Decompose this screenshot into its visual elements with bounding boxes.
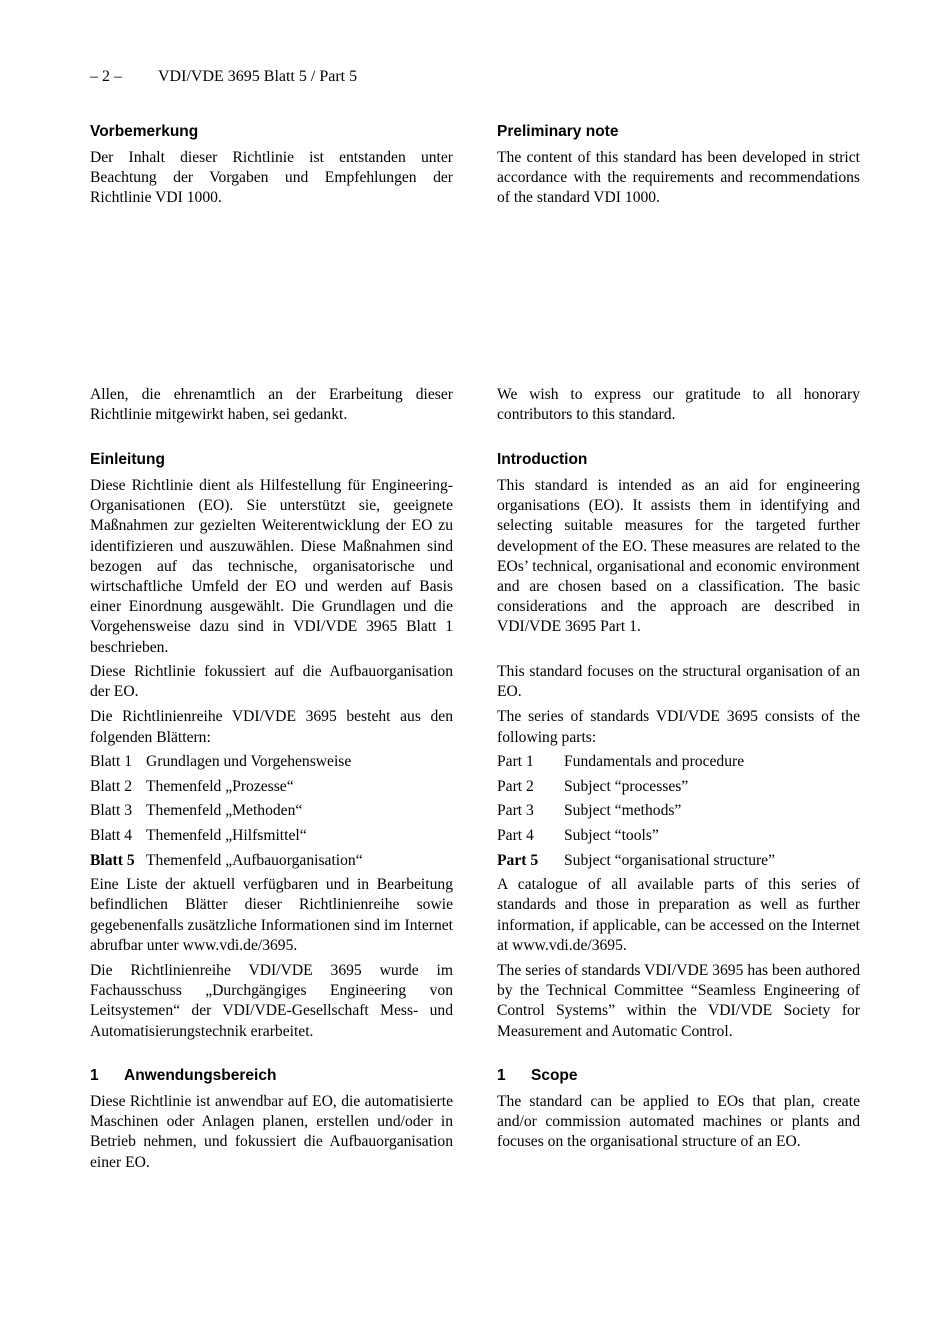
de-scope-number: 1 [90, 1067, 99, 1084]
en-part-key: Part 3 [497, 802, 534, 820]
en-part-value: Subject “organisational structure” [564, 851, 776, 869]
page-header [90, 68, 357, 86]
de-part-item [90, 826, 453, 851]
de-part-item [90, 777, 453, 802]
en-parts-list [497, 752, 860, 875]
de-intro-paragraph-2: Diese Richtlinie fokussiert auf die Aufbauorganisation der EO. [90, 663, 453, 701]
de-part-key: Blatt 4 [90, 826, 133, 844]
de-scope-heading [90, 1066, 453, 1086]
en-part-item-current [497, 851, 860, 876]
de-part-key: Blatt 1 [90, 752, 133, 770]
de-part-value: Grundlagen und Vorgehensweise [146, 752, 352, 770]
de-part-value: Themenfeld „Prozesse“ [146, 777, 294, 795]
en-part-item [497, 752, 860, 777]
en-intro-paragraph-1: This standard is intended as an aid for engineering organisations (EO). It assists them in identifying and selecting suitable measures for the targeted further development of the EO. These measures are related to the EOs’ technical, organisational and economic environment and are chosen based on a classification. The basic considerations and the approach are described in VDI/VDE 3695 Part 1. [497, 477, 860, 636]
en-part-value: Fundamentals and procedure [564, 752, 745, 770]
de-intro-continued [90, 662, 453, 1042]
de-part-value: Themenfeld „Methoden“ [146, 802, 303, 820]
de-scope-title: Anwendungsbereich [124, 1067, 277, 1084]
en-part-key: Part 5 [497, 851, 539, 869]
de-parts-list [90, 752, 453, 875]
page-number: – 2 – [90, 68, 122, 85]
en-part-value: Subject “tools” [564, 826, 659, 844]
en-intro-continued [497, 662, 860, 1042]
en-preface-section [497, 122, 860, 209]
en-intro-section [497, 450, 860, 638]
de-part-item [90, 752, 453, 777]
de-thanks-text: Allen, die ehrenamtlich an der Erarbeitung dieser Richtlinie mitgewirkt haben, sei gedankt. [90, 386, 453, 424]
de-intro-heading: Einleitung [90, 451, 165, 468]
en-thanks-text: We wish to express our gratitude to all honorary contributors to this standard. [497, 386, 860, 424]
en-intro-paragraph-3: The series of standards VDI/VDE 3695 consists of the following parts: [497, 708, 860, 746]
en-intro-paragraph-4: A catalogue of all available parts of this series of standards and those in preparation as well as further information, if applicable, can be accessed on the Internet at www.vdi.de/3695. [497, 876, 860, 954]
de-part-value: Themenfeld „Hilfsmittel“ [146, 826, 307, 844]
en-intro-heading: Introduction [497, 451, 588, 468]
en-part-key: Part 1 [497, 752, 534, 770]
de-part-key: Blatt 3 [90, 802, 133, 820]
en-part-key: Part 4 [497, 826, 534, 844]
de-preface-section [90, 122, 453, 209]
en-preface-heading: Preliminary note [497, 123, 619, 140]
en-part-item [497, 826, 860, 851]
en-intro-paragraph-2: This standard focuses on the structural organisation of an EO. [497, 663, 860, 701]
en-scope-title: Scope [531, 1067, 578, 1084]
de-intro-paragraph-5: Die Richtlinienreihe VDI/VDE 3695 wurde im Fachausschuss „Durchgängiges Engineering von Leitsystemen“ der VDI/VDE-Gesellschaft Mess- und Automatisierungstechnik erarbeitet. [90, 962, 453, 1040]
en-thanks-section [497, 385, 860, 425]
de-scope-section [90, 1066, 453, 1173]
de-preface-heading: Vorbemerkung [90, 123, 199, 140]
de-part-key: Blatt 5 [90, 851, 135, 869]
de-scope-text: Diese Richtlinie ist anwendbar auf EO, die automatisierte Maschinen oder Anlagen planen, erstellen und/oder in Betrieb nehmen, und fokussiert die Aufbauorganisation einer EO. [90, 1093, 453, 1171]
en-scope-number: 1 [497, 1067, 506, 1084]
en-preface-text: The content of this standard has been developed in strict accordance with the requirements and recommendations of the standard VDI 1000. [497, 149, 860, 207]
de-part-item-current [90, 851, 453, 876]
de-intro-paragraph-3: Die Richtlinienreihe VDI/VDE 3695 besteht aus den folgenden Blättern: [90, 708, 453, 746]
de-preface-text: Der Inhalt dieser Richtlinie ist entstanden unter Beachtung der Vorgaben und Empfehlungen der Richtlinie VDI 1000. [90, 149, 453, 207]
en-part-value: Subject “processes” [564, 777, 689, 795]
de-part-value: Themenfeld „Aufbauorganisation“ [146, 851, 363, 869]
en-scope-text: The standard can be applied to EOs that plan, create and/or commission automated machines or plants and focuses on the organisational structure of an EO. [497, 1093, 860, 1151]
de-intro-paragraph-4: Eine Liste der aktuell verfügbaren und in Bearbeitung befindlichen Blätter dieser Richtlinienreihe sowie gegebenenfalls zusätzliche Informationen sind im Internet abrufbar unter www.vdi.de/3695. [90, 876, 453, 954]
de-part-item [90, 801, 453, 826]
document-title: VDI/VDE 3695 Blatt 5 / Part 5 [158, 68, 358, 85]
en-scope-section [497, 1066, 860, 1153]
en-intro-paragraph-5: The series of standards VDI/VDE 3695 has been authored by the Technical Committee “Seamless Engineering of Control Systems” within the VDI/VDE Society for Measurement and Automatic Control. [497, 962, 860, 1040]
en-part-item [497, 777, 860, 802]
de-part-key: Blatt 2 [90, 777, 133, 795]
de-intro-paragraph-1: Diese Richtlinie dient als Hilfestellung für Engineering-Organisationen (EO). Sie unterstützt sie, geeignete Maßnahmen zur gezielten Weiterentwicklung der EO zu identifizieren und auszuwählen. Diese Maßnahmen sind bezogen auf das technische, organisatorische und wirtschaftliche Umfeld der EO und werden auf Basis einer Einordnung ausgewählt. Die Grundlagen und die Vorgehensweise dazu sind in VDI/VDE 3965 Blatt 1 beschrieben. [90, 477, 453, 656]
en-scope-heading [497, 1066, 860, 1086]
en-part-item [497, 801, 860, 826]
de-intro-section [90, 450, 453, 658]
de-thanks-section [90, 385, 453, 425]
en-part-key: Part 2 [497, 777, 534, 795]
en-part-value: Subject “methods” [564, 802, 682, 820]
